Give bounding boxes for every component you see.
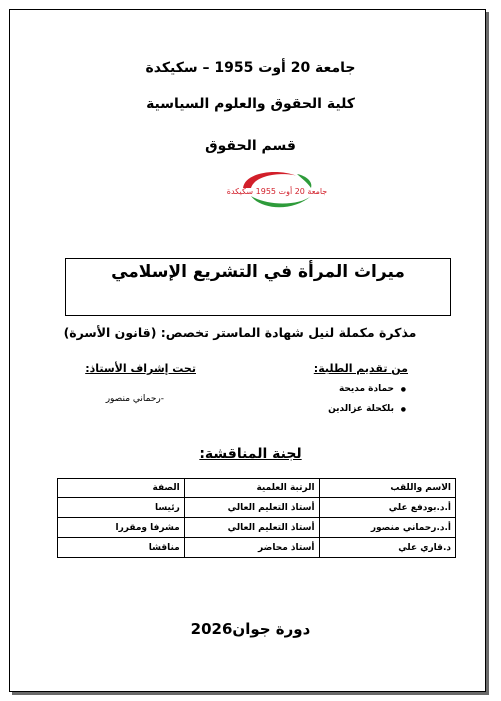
table-row bbox=[58, 538, 456, 558]
supervisor-name: -رحماني منصور bbox=[105, 394, 164, 404]
table-header-row bbox=[58, 479, 456, 498]
university-logo bbox=[226, 166, 328, 214]
member-name: أ.د.بودفع علي bbox=[319, 498, 455, 518]
table-row bbox=[58, 498, 456, 518]
department-name: قسم الحقوق bbox=[205, 138, 296, 154]
memo-description: مذكرة مكملة لنيل شهادة الماستر تخصص: (قانون الأسرة) bbox=[63, 325, 417, 340]
faculty-name: كلية الحقوق والعلوم السياسية bbox=[146, 96, 355, 112]
session-date: دورة جوان2026 bbox=[190, 620, 311, 638]
committee-table bbox=[57, 478, 456, 558]
header-rank: الرتبة العلمية bbox=[184, 479, 319, 498]
member-rank: أستاذ محاضر bbox=[184, 538, 319, 558]
member-name: د.قاري علي bbox=[319, 538, 455, 558]
member-name: أ.د.رحماني منصور bbox=[319, 518, 455, 538]
student-item: ● بلكحلة عزالدين bbox=[328, 404, 406, 414]
thesis-title: ميراث المرأة في التشريع الإسلامي bbox=[111, 262, 405, 282]
committee-title: لجنة المناقشة: bbox=[199, 446, 302, 462]
member-rank: أستاذ التعليم العالي bbox=[184, 518, 319, 538]
header-role: الصفة bbox=[58, 479, 185, 498]
member-role: مشرفا ومقررا bbox=[58, 518, 185, 538]
table-row bbox=[58, 518, 456, 538]
header-name: الاسم واللقب bbox=[319, 479, 455, 498]
student-item: ● حمادة مديحة bbox=[328, 384, 406, 394]
member-role: رئيسا bbox=[58, 498, 185, 518]
presented-by-label: من تقديم الطلبة: bbox=[313, 362, 408, 375]
university-name: جامعة 20 أوت 1955 – سكيكدة bbox=[145, 60, 356, 76]
member-role: مناقشا bbox=[58, 538, 185, 558]
students-list bbox=[328, 384, 406, 424]
supervisor-label: تحت إشراف الأستاذ: bbox=[85, 362, 196, 375]
member-rank: أستاذ التعليم العالي bbox=[184, 498, 319, 518]
logo-text: جامعة 20 أوت 1955 سكيكدة bbox=[226, 187, 328, 196]
